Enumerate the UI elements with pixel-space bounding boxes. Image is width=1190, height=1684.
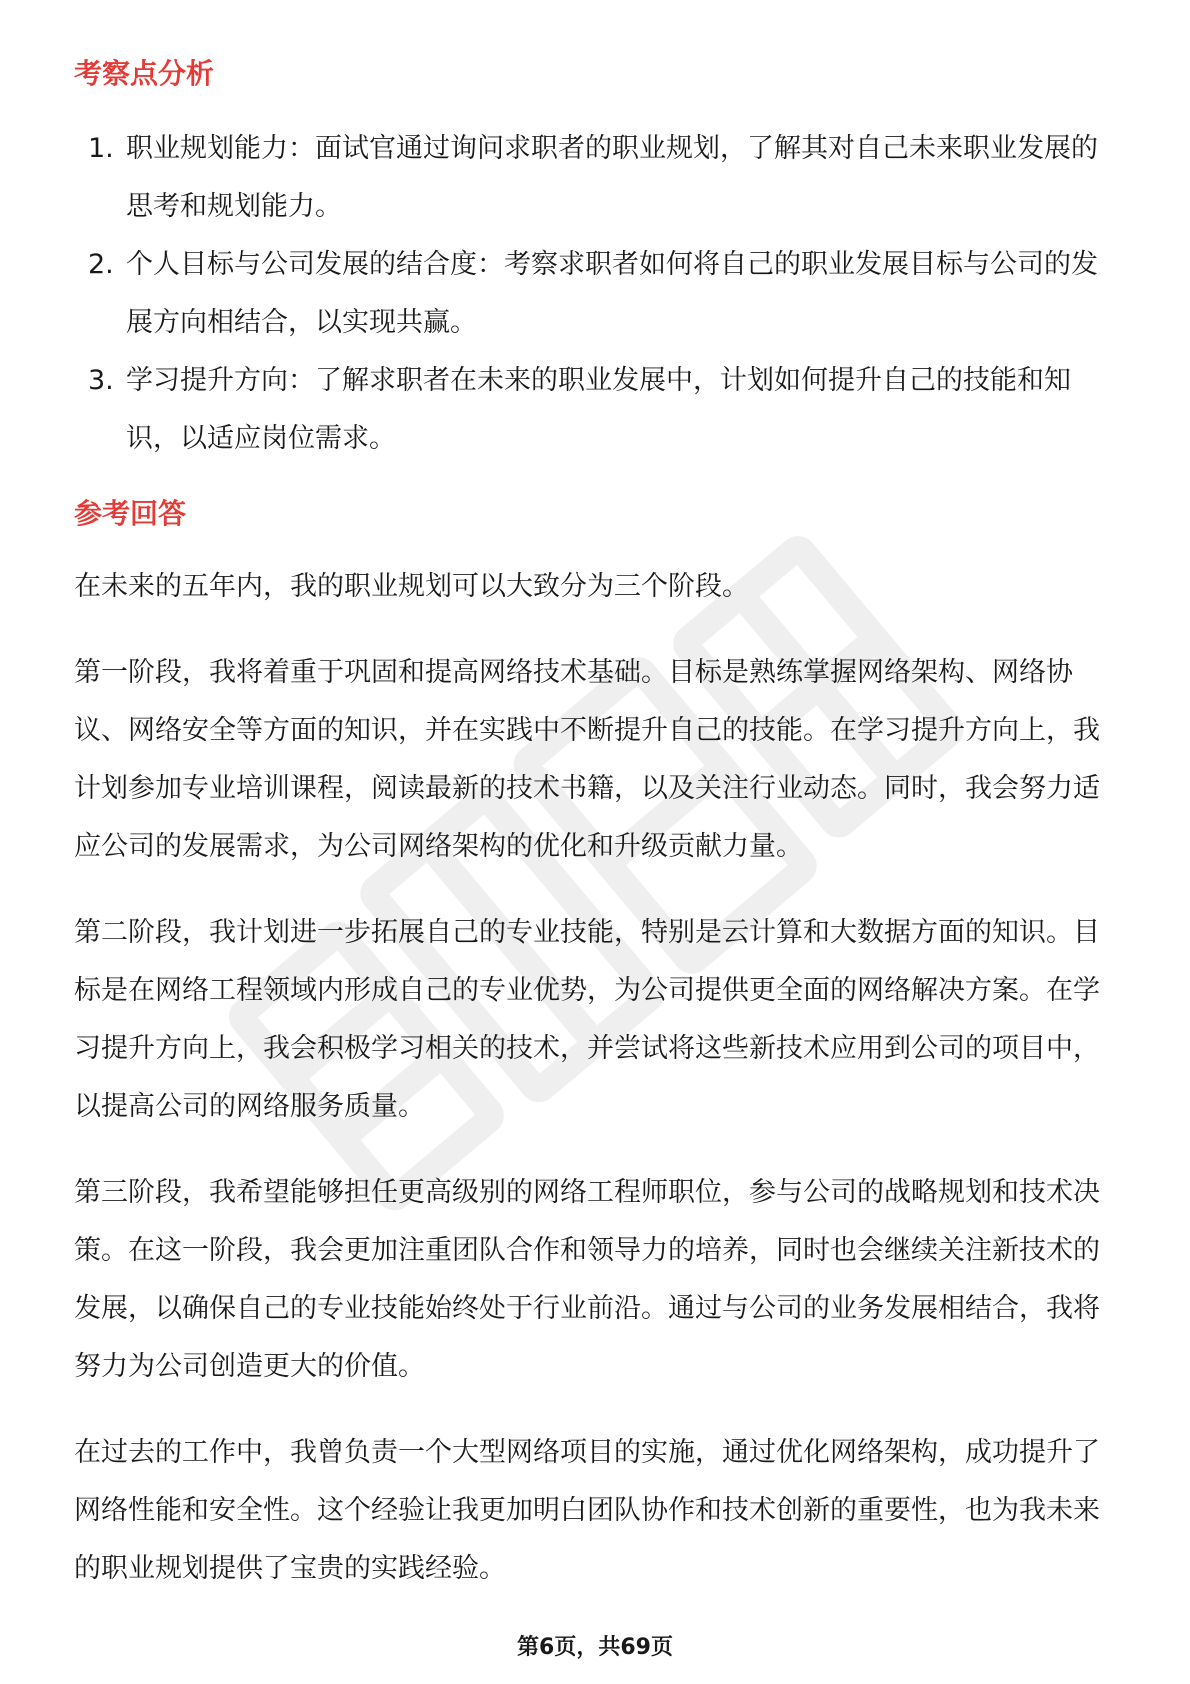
analysis-point: [74, 120, 1116, 236]
point-text: 个人目标与公司发展的结合度：考察求职者如何将自己的职业发展目标与公司的发展方向相结合，以实现共赢。: [126, 249, 1098, 338]
point-number: 1.: [88, 133, 114, 164]
page-content: [74, 40, 1116, 1598]
point-number: 3.: [88, 365, 114, 396]
answer-paragraph: 在未来的五年内，我的职业规划可以大致分为三个阶段。: [74, 571, 749, 602]
answer-paragraph: 第三阶段，我希望能够担任更高级别的网络工程师职位，参与公司的战略规划和技术决策。在这一阶段，我会更加注重团队合作和领导力的培养，同时也会继续关注新技术的发展，以确保自己的专业技能始终处于行业前沿。通过与公司的业务发展相结合，我将努力为公司创造更大的价值。: [74, 1177, 1100, 1382]
answer-paragraph: 在过去的工作中，我曾负责一个大型网络项目的实施，通过优化网络架构，成功提升了网络性能和安全性。这个经验让我更加明白团队协作和技术创新的重要性，也为我未来的职业规划提供了宝贵的实践经验。: [74, 1437, 1100, 1584]
point-number: 2.: [88, 249, 114, 280]
point-text: 学习提升方向：了解求职者在未来的职业发展中，计划如何提升自己的技能和知识，以适应岗位需求。: [126, 365, 1071, 454]
analysis-heading: 考察点分析: [74, 57, 215, 90]
answer-paragraph: 第二阶段，我计划进一步拓展自己的专业技能，特别是云计算和大数据方面的知识。目标是在网络工程领域内形成自己的专业优势，为公司提供更全面的网络解决方案。在学习提升方向上，我会积极学习相关的技术，并尝试将这些新技术应用到公司的项目中，以提高公司的网络服务质量。: [74, 917, 1100, 1122]
analysis-points-list: [74, 120, 1116, 468]
analysis-point: [74, 236, 1116, 352]
page-number-footer: 第6页，共69页: [517, 1635, 673, 1660]
analysis-point: [74, 352, 1116, 468]
answer-heading: 参考回答: [74, 497, 187, 530]
answer-paragraph: 第一阶段，我将着重于巩固和提高网络技术基础。目标是熟练掌握网络架构、网络协议、网络安全等方面的知识，并在实践中不断提升自己的技能。在学习提升方向上，我计划参加专业培训课程，阅读最新的技术书籍，以及关注行业动态。同时，我会努力适应公司的发展需求，为公司网络架构的优化和升级贡献力量。: [74, 657, 1100, 862]
point-text: 职业规划能力：面试官通过询问求职者的职业规划，了解其对自己未来职业发展的思考和规划能力。: [126, 133, 1098, 222]
